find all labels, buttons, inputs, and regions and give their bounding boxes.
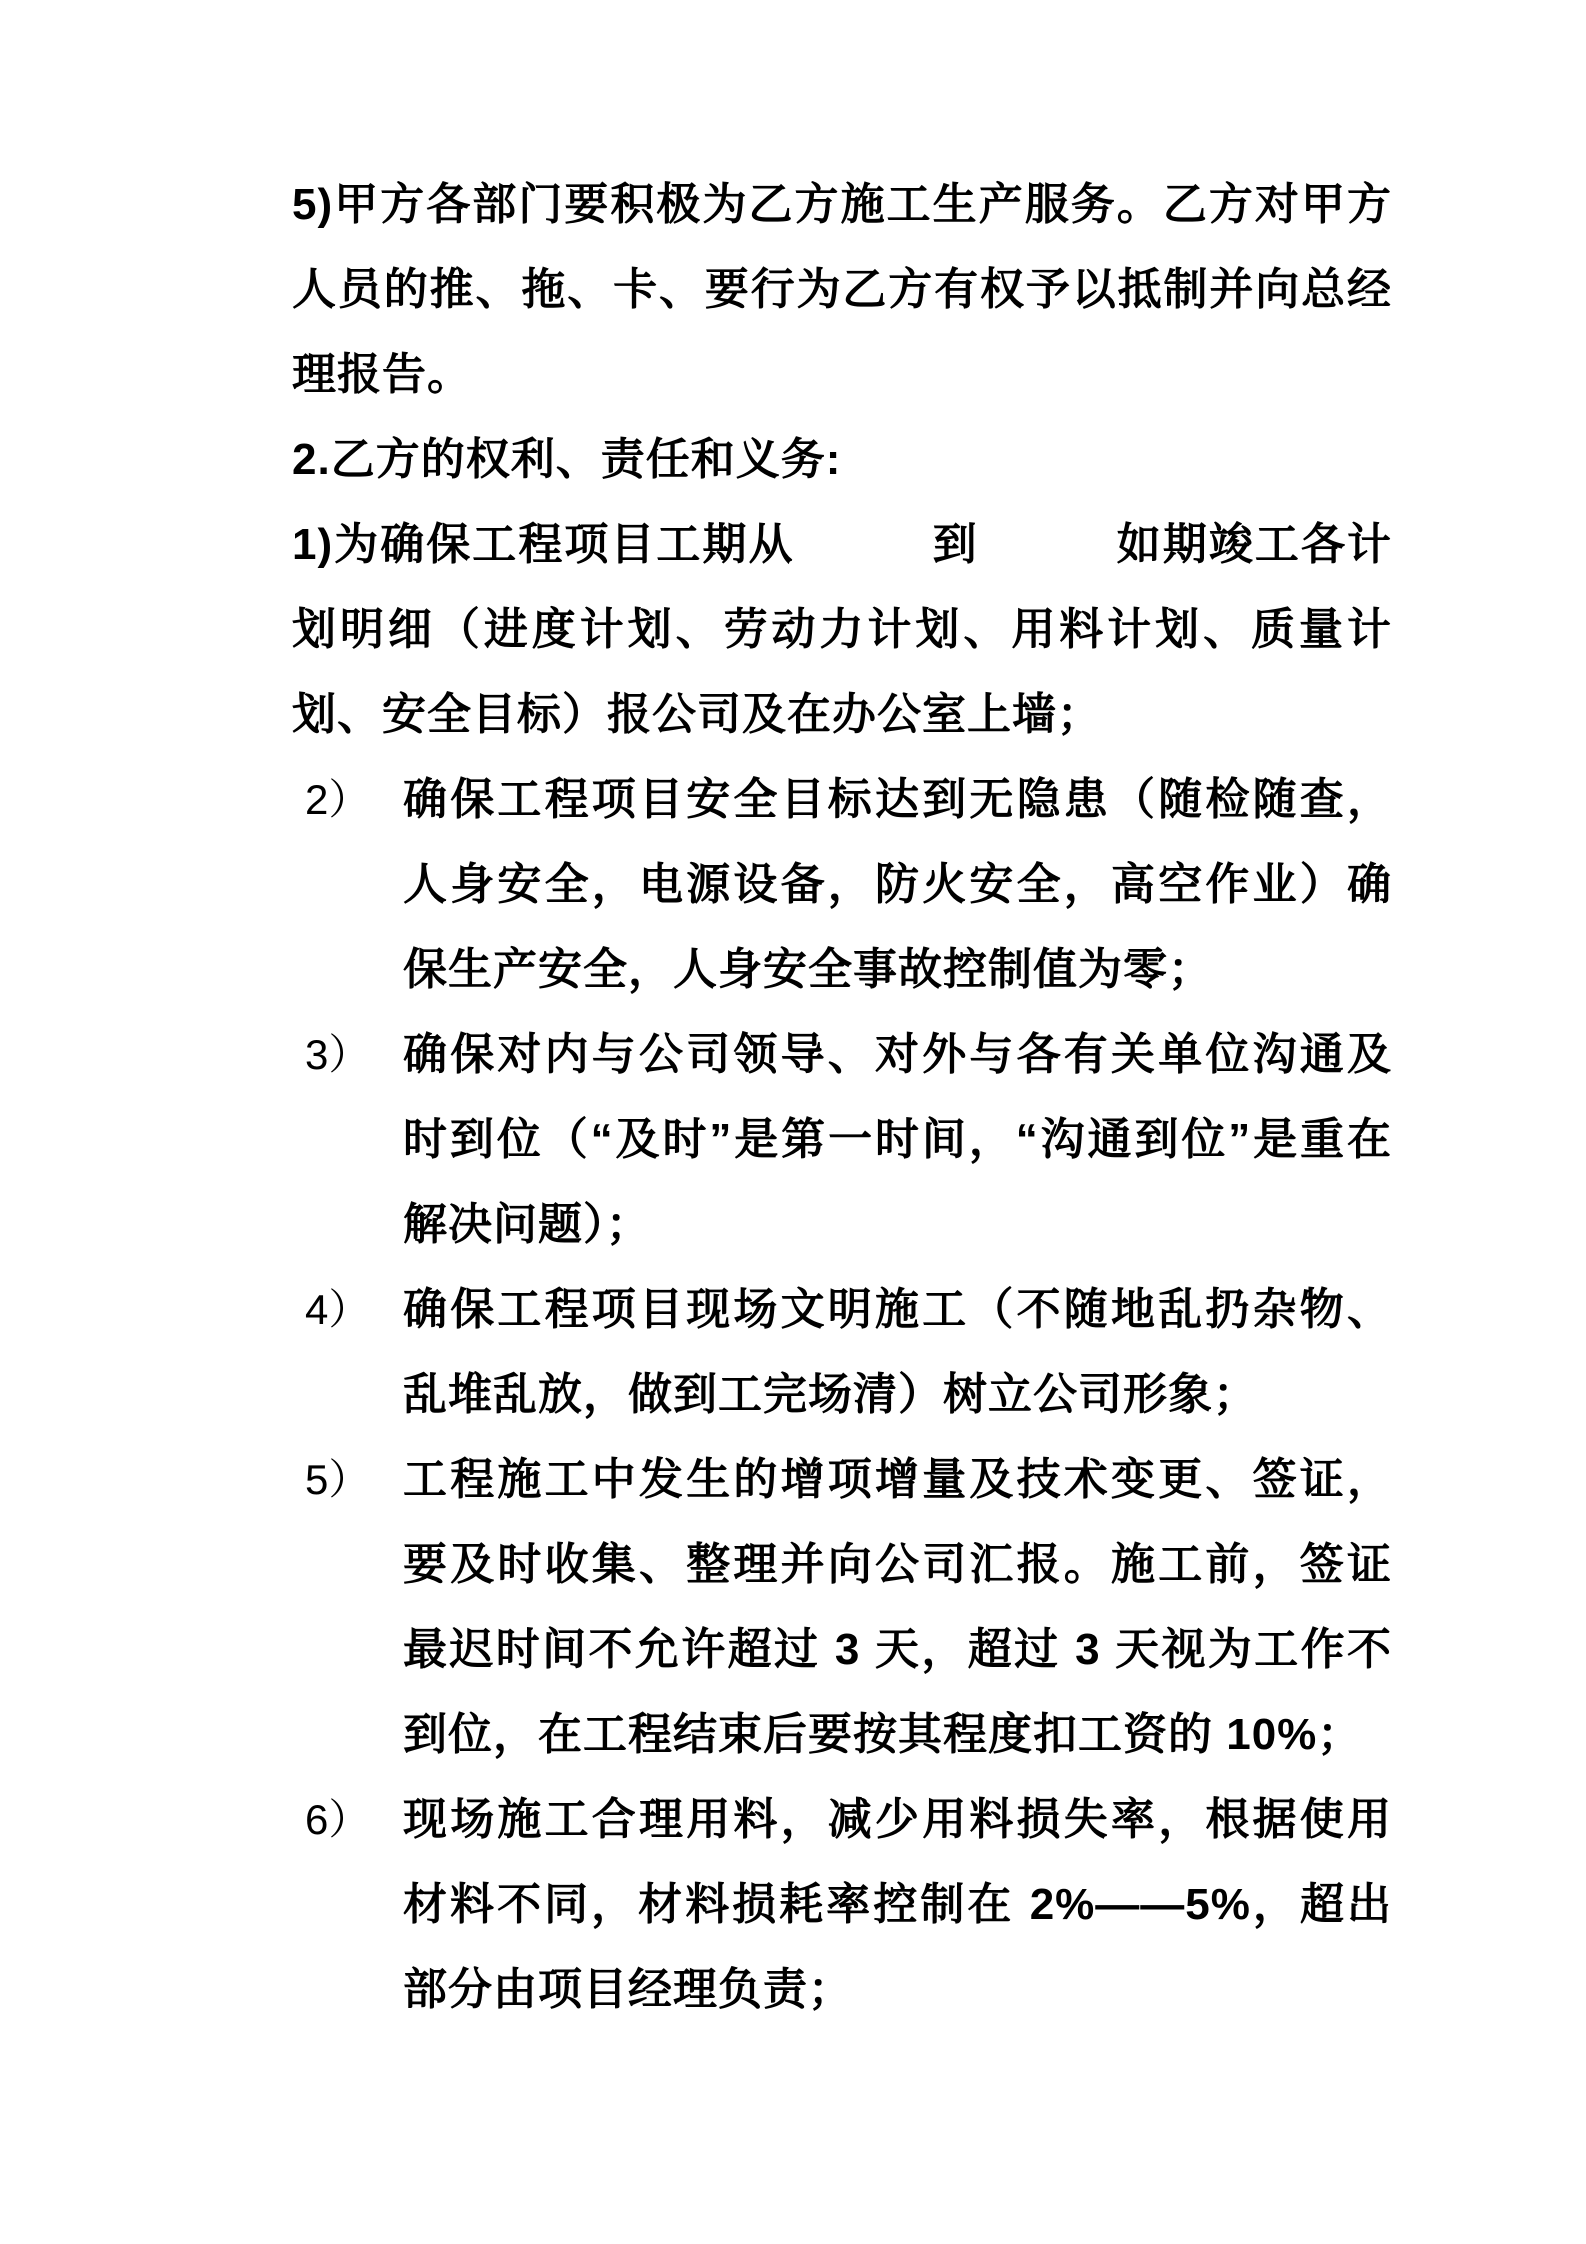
list-item-marker: 6） xyxy=(305,1796,371,1843)
list-item-text: 确保对内与公司领导、对外与各有关单位沟通及时到位（“及时”是第一时间，“沟通到位”是重在解决问题）； xyxy=(403,1030,1392,1249)
list-item-6 xyxy=(292,1777,1392,2032)
list-item-marker: 3） xyxy=(305,1031,371,1078)
paragraph-section-2-heading: 2.乙方的权利、责任和义务: xyxy=(292,435,842,484)
list-item-text: 确保工程项目现场文明施工（不随地乱扔杂物、乱堆乱放，做到工完场清）树立公司形象； xyxy=(403,1285,1392,1419)
list-item-text: 现场施工合理用料，减少用料损失率，根据使用材料不同，材料损耗率控制在 2%——5%，超出部分由项目经理负责； xyxy=(403,1795,1392,2014)
list-item-4 xyxy=(292,1267,1392,1437)
list-item-marker: 2） xyxy=(305,776,371,823)
list-item-2 xyxy=(292,757,1392,1012)
list-item-5 xyxy=(292,1437,1392,1777)
list-item-3 xyxy=(292,1012,1392,1267)
list-item-text: 确保工程项目安全目标达到无隐患（随检随查，人身安全，电源设备，防火安全，高空作业）确保生产安全，人身安全事故控制值为零； xyxy=(403,775,1392,994)
paragraph-clause-5-party-a: 5)甲方各部门要积极为乙方施工生产服务。乙方对甲方人员的推、拖、卡、要行为乙方有权予以抵制并向总经理报告。 xyxy=(292,180,1392,399)
list-item-marker: 4） xyxy=(305,1286,371,1333)
paragraph-clause-1-schedule: 1)为确保工程项目工期从 到 如期竣工各计划明细（进度计划、劳动力计划、用料计划、质量计划、安全目标）报公司及在办公室上墙； xyxy=(292,520,1392,739)
list-item-text: 工程施工中发生的增项增量及技术变更、签证，要及时收集、整理并向公司汇报。施工前，签证最迟时间不允许超过 3 天，超过 3 天视为工作不到位，在工程结束后要按其程度扣工资的 10%； xyxy=(403,1455,1392,1759)
list-item-marker: 5） xyxy=(305,1456,371,1503)
